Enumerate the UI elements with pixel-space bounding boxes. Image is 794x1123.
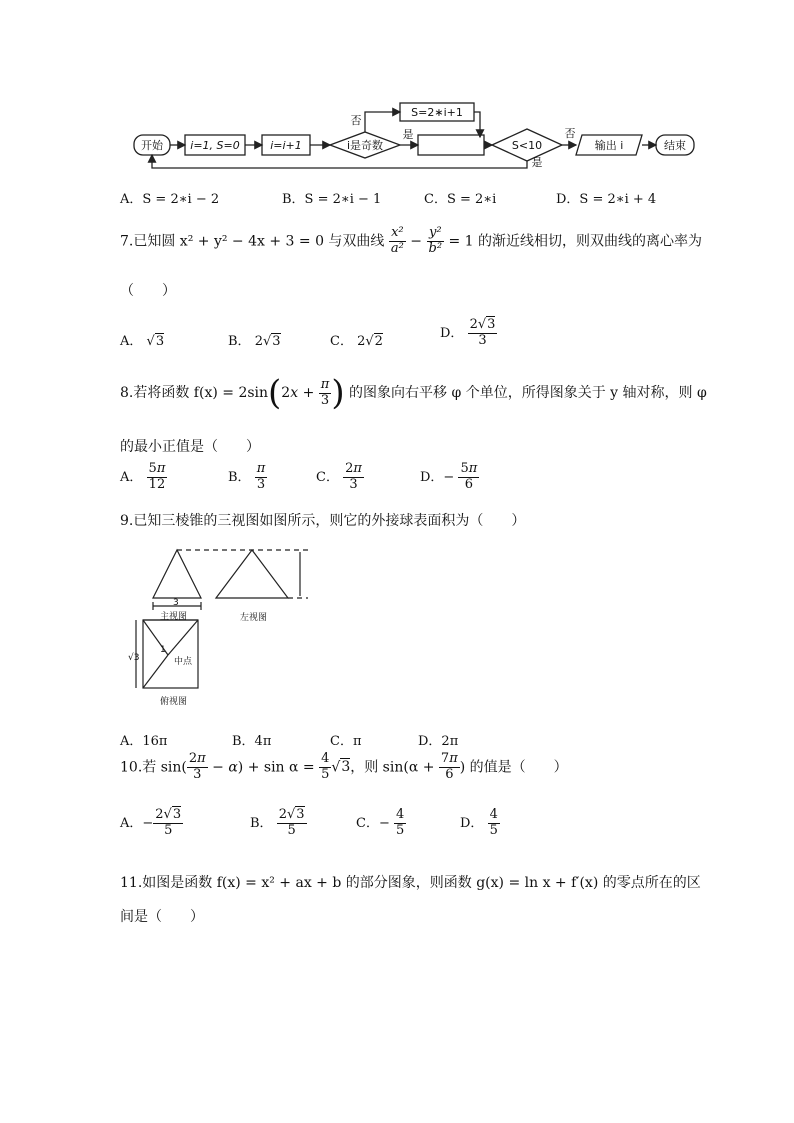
q9-option-d: D．2π bbox=[418, 734, 459, 749]
q8-part1: 8.若将函数 f(x) = 2sin bbox=[120, 385, 269, 401]
flow-no-2: 否 bbox=[564, 127, 576, 140]
flow-init-text: i=1, S=0 bbox=[190, 139, 240, 152]
q6-option-c: C．S = 2∗i bbox=[424, 192, 497, 207]
q9-option-c: C．π bbox=[330, 734, 362, 749]
dim-1: 1 bbox=[160, 645, 166, 655]
flow-no-1: 否 bbox=[350, 114, 362, 127]
dim-3: 3 bbox=[173, 598, 179, 608]
side-label: 左视图 bbox=[240, 613, 268, 623]
q10-option-c: C．− $\frac{4}{5}$ bbox=[356, 807, 405, 838]
q8-stem: 8.若将函数 f(x) = 2sin(2x + $\frac{\pi}{3}$ ) 的图象向右平移 φ 个单位，所得图象关于 y 轴对称，则 φ bbox=[120, 373, 707, 413]
q10-stem: 10.若 sin( $\frac{2\pi}{3}$ − α) + sin α = $\frac{4}{5}$ √3，则 sin(α + $\frac{7\pi}{6}$ ) 的值是（ ） bbox=[120, 751, 568, 782]
flow-output-text: 输出 i bbox=[594, 139, 624, 152]
q8-option-c: C． $\frac{2\pi}{3}$ bbox=[316, 461, 362, 492]
mid-label: 中点 bbox=[174, 657, 193, 667]
q8-option-b: B． $\frac{\pi}{3}$ bbox=[228, 461, 266, 492]
q7-part2: = 1 的渐近线相切，则双曲线的离心率为 bbox=[448, 233, 703, 250]
q11-line1: 11.如图是函数 f(x) = x² + ax + b 的部分图象，则函数 g(x) = ln x + f′(x) 的零点所在的区 bbox=[120, 875, 701, 891]
front-label: 主视图 bbox=[160, 612, 188, 622]
flow-cond2-text: S<10 bbox=[511, 139, 543, 152]
flow-cond1-text: i是奇数 bbox=[346, 139, 384, 152]
q10-option-b: B． $\frac{2√3}{5}$ bbox=[250, 807, 305, 838]
three-view-figure bbox=[128, 540, 328, 710]
q8-line2: 的最小正值是（ ） bbox=[120, 439, 260, 455]
flow-top-text: S=2∗i+1 bbox=[411, 106, 463, 119]
q7-part1: 7.已知圆 x² + y² − 4x + 3 = 0 与双曲线 bbox=[120, 233, 385, 250]
empty-box bbox=[418, 135, 484, 155]
q8-option-a: A． $\frac{5\pi}{12}$ bbox=[120, 461, 166, 492]
q7-option-d: D． $\frac{2√3}{3}$ bbox=[440, 317, 496, 348]
flow-yes-2: 是 bbox=[531, 156, 543, 169]
q10-option-d: D． $\frac{4}{5}$ bbox=[460, 807, 498, 838]
q8-option-d: D．− $\frac{5\pi}{6}$ bbox=[420, 461, 478, 492]
q8-part2: 的图象向右平移 φ 个单位，所得图象关于 y 轴对称，则 φ bbox=[349, 385, 707, 401]
side-view-triangle bbox=[216, 550, 288, 598]
q10-option-a: A．− $\frac{2√3}{5}$ bbox=[120, 807, 182, 838]
q7-option-c: C． 2√2 bbox=[330, 334, 383, 349]
q6-option-b: B．S = 2∗i − 1 bbox=[282, 192, 382, 207]
q9-option-a: A．16π bbox=[120, 734, 168, 749]
front-view-triangle bbox=[153, 550, 201, 598]
q7-blank: （ ） bbox=[120, 283, 176, 299]
q7-option-b: B． 2√3 bbox=[228, 334, 281, 349]
flow-yes-1: 是 bbox=[402, 128, 414, 141]
flow-incr-text: i=i+1 bbox=[270, 139, 302, 152]
q6-option-d: D．S = 2∗i + 4 bbox=[556, 192, 657, 207]
q9-stem: 9.已知三棱锥的三视图如图所示，则它的外接球表面积为（ ） bbox=[120, 513, 526, 529]
q6-option-a: A．S = 2∗i − 2 bbox=[120, 192, 220, 207]
flow-start-text: 开始 bbox=[141, 139, 163, 152]
flowchart bbox=[130, 98, 700, 173]
q7-stem: 7.已知圆 x² + y² − 4x + 3 = 0 与双曲线 $\frac{\text{x²}}{\text{a²}}$ − $\frac{\text{y²}}{\text{b²}}$ = 1 的渐近线相切，则双曲线的离心率为 bbox=[120, 225, 703, 256]
q7-option-a: A． √3 bbox=[120, 334, 165, 349]
q11-line2: 间是（ ） bbox=[120, 909, 204, 925]
flow-end-text: 结束 bbox=[664, 139, 686, 152]
dim-sqrt3: √3 bbox=[128, 653, 140, 663]
top-label: 俯视图 bbox=[160, 697, 188, 707]
q9-option-b: B．4π bbox=[232, 734, 272, 749]
